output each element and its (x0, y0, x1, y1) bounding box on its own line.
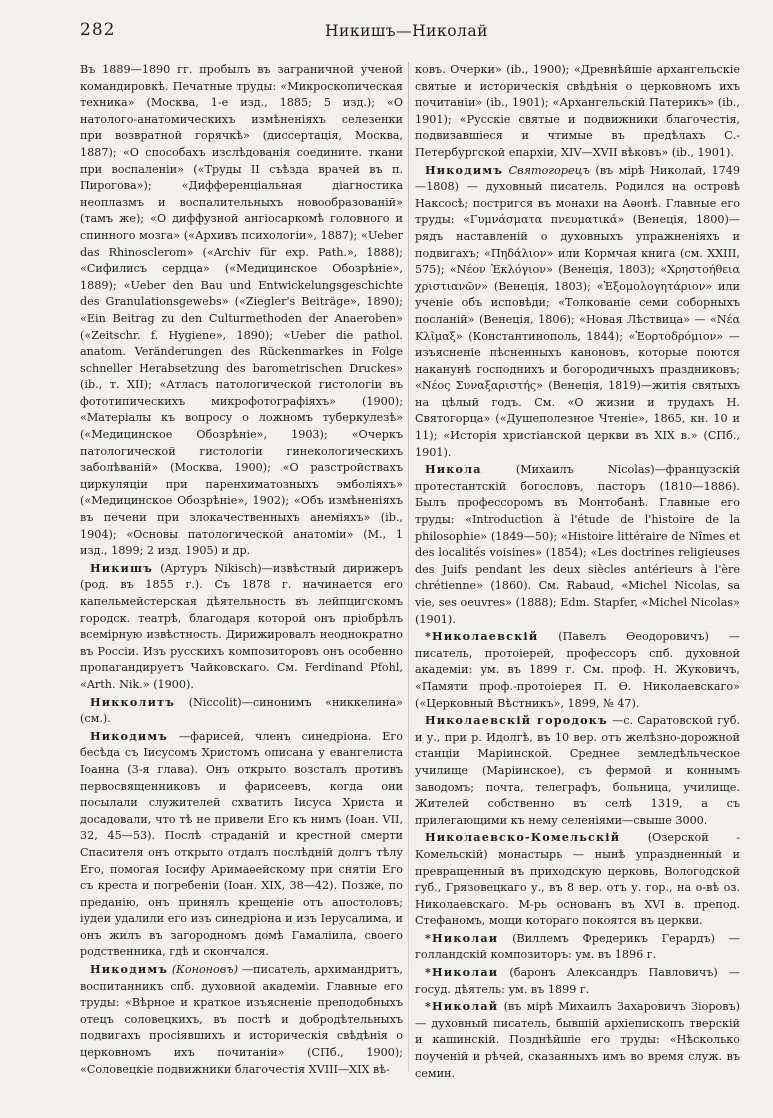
entry-headword: Никола (425, 462, 482, 477)
entry-text: ковъ. Очерки» (ib., 1900); «Древнѣйшіе архангельскіе святые и историческія свѣдѣнія о церковномъ ихъ почитаніи» (ib., 1901); «Архангельскій Патерикъ» (ib., 1901); «Русскіе святые и подвижники благочестія, подвизавшіеся и чтимые въ предѣлахъ С.-Петербургской епархіи, XIV—XVII вѣковъ» (ib., 1901). (415, 63, 740, 159)
entry-alt-name: (Кононовъ) (171, 963, 239, 977)
entry-text: —фарисей, членъ синедріона. Его бесѣда съ Іисусомъ Христомъ описана у евангелиста Іоанна (3-я глава). Онъ открыто возсталъ противъ первосвященниковъ и фарисеевъ, когда они посылали служителей схватить Іисуса Христа и досадовали, что тѣ не привели Его къ нимъ (Іоан. VII, 32, 45—53). Послѣ страданій и крестной смерти Спасителя онъ открыто отдалъ послѣдній долгъ тѣлу Его, помогая Іосифу Аримаѳейскому при снятіи Его съ креста и погребеніи (Іоан. XIX, 38—42). Позже, по преданію, онъ принялъ крещеніе отъ апостоловъ; іудеи удалили его изъ синедріона и изъ Іерусалима, и онъ жилъ въ загородномъ домѣ Гамаліила, своего родственника, гдѣ и скончался. (80, 729, 403, 959)
entry-paragraph (415, 162, 740, 462)
entry-headword: Никишъ (90, 560, 154, 575)
entry-text: (въ мірѣ Николай, 1749—1808) — духовный писатель. Родился на островѣ Наксосѣ; постригся въ монахи на Аѳонѣ. Главные его труды: «Γυμνάσματα πνευματικά» (Венеція, 1800)—рядъ наставленій о духовныхъ упражненіяхъ и подвигахъ; «Πηδάλιον» или Кормчая книга (см. XXIII, 575); «Νέον Ἐκλόγιον» (Венеція, 1803); «Χρηστοήθεια χριστιανῶν» (Венеція, 1803); «Ἐξομολογητάριον» или ученіе объ исповѣди; «Толкованіе семи соборныхъ посланій» (Венеція, 1806); «Новая Лѣствица» — «Νέα Κλῖμαξ» (Константинополь, 1844); «Ἑορτοδρόμιον» — изъясненіе пѣсненныхъ каноновъ, которые поются наканунѣ господнихъ и богородичныхъ праздниковъ; «Νέος Συναξαριστής» (Венеція, 1819)—житія святыхъ на цѣлый годъ. См. «О жизни и трудахъ Н. Святогорца» («Душеполезное Чтеніе», 1865, кн. 10 и 11); «Исторія христіанской церкви въ XIX в.» (СПб., 1901). (415, 163, 740, 459)
dictionary-entry (80, 62, 403, 560)
entry-text: —с. Саратовской губ. и у., при р. Идолгѣ, въ 10 вер. отъ желѣзно-дорожной станціи Маріинской. Среднее земледѣльческое училище (Маріинское), съ фермой и коннымъ заводомъ; почта, телеграфъ, больница, училище. Жителей собственно въ селѣ 1319, а съ прилегающими къ нему селеніями—свыше 3000. (415, 714, 740, 827)
entry-headword: *Николаевскій (425, 629, 539, 644)
entry-text: (въ мірѣ Михаилъ Захаровичъ Зiоровъ) — духовный писатель, бывшій архіепископъ тверскій и кашинскій. Позднѣйшіе его труды: «Нѣсколько поученій и рѣчей, сказанныхъ имъ во время служ. въ семин. (415, 1000, 740, 1080)
dictionary-entry (80, 560, 403, 694)
dictionary-entry (415, 829, 740, 930)
entry-paragraph (415, 930, 740, 964)
entry-headword: Никодимъ (90, 728, 169, 743)
left-column (80, 62, 403, 1102)
entry-paragraph (415, 461, 740, 628)
entry-text: —писатель, архимандритъ, воспитанникъ спб. духовной академіи. Главные его труды: «Вѣрное и краткое изъясненіе преподобныхъ отецъ соловецкихъ, въ постѣ и добродѣтельныхъ подвигахъ просіявшихъ и историческія свѣдѣнія о церковномъ ихъ почитаніи» (СПб., 1900); «Соловецкіе подвижники благочестія XVIII—XIX вѣ- (80, 963, 403, 1076)
dictionary-entry (415, 930, 740, 964)
entry-paragraph (415, 829, 740, 930)
entry-paragraph (415, 712, 740, 829)
entry-paragraph (80, 728, 403, 961)
dictionary-entry (415, 162, 740, 462)
column-divider (408, 62, 409, 1072)
entry-paragraph (80, 62, 403, 560)
entry-paragraph (80, 560, 403, 694)
entry-text: (Михаилъ Nicolas)—французскій протестантскій богословъ, пасторъ (1810—1886). Былъ профессоромъ въ Монтобанѣ. Главные его труды: «Introduction à l'étude de l'histoire de la philosophie» (1849—50); «Histoire littéraire de Nîmes et des localités voisines» (1854); «Les doctrines religieuses des Juifs pendant les deux siècles antérieurs à l'ère chrétienne» (1860). См. Rabaud, «Michel Nicolas, sa vie, ses oeuvres» (1888); Edm. Stapfer, «Michel Nicolas» (1901). (415, 463, 740, 626)
entry-headword: Никколитъ (90, 694, 175, 709)
dictionary-entry (415, 964, 740, 998)
entry-headword: *Николаи (425, 965, 499, 980)
entry-text: (Niccolit)—синонимъ «никкелина» (см.). (80, 695, 403, 726)
running-head: Никишъ—Николай (325, 22, 488, 40)
dictionary-entry (415, 998, 740, 1082)
entry-headword: Николаевскій городокъ (425, 713, 608, 728)
entry-headword: *Николаи (425, 930, 499, 945)
entry-text: Въ 1889—1890 гг. пробылъ въ заграничной ученой командировкѣ. Печатные труды: «Микроскопическая техника» (Москва, 1-е изд., 1885; 5 изд.); «О натолого-анатомическихъ измѣненіяхъ селезенки при возвратной горячкѣ» (диссертація, Москва, 1887); «О способахъ изслѣдованія соедините. ткани при воспаленіи» («Труды II съѣзда врачей въ п. Пирогова»); «Дифференціальная діагностика неоплазмъ и воспалительныхъ новообразованій» (тамъ же); «О диффузной ангіосаркомѣ головного и спинного мозга» («Архивъ психологіи», 1887); «Ueber das Rhinosclerom» («Archiv für exp. Path.», 1888); «Сифилисъ сердца» («Медицинское Обозрѣніе», 1889); «Ueber den Bau und Entwickelungsgeschichte des Granulationsgewebs» («Ziegler's Beiträge», 1890); «Ein Beitrag zu den Culturmethoden der Anaeroben» («Zeitschr. f. Hygiene», 1890); «Ueber die pathol. anatom. Veränderungen des Rückenmarkes in Folge schneller Herabsetzung des barometrischen Druckes» (ib., т. XII); «Атласъ патологической гистологіи въ фототипическихъ микрофотографіяхъ» (1900); «Матеріалы къ вопросу о ложномъ туберкулезѣ» («Медицинское Обозрѣніе», 1903); «Очеркъ патологической гистологіи гинекологическихъ заболѣваній» (Москва, 1900); «О разстройствахъ циркуляціи при паренхиматозныхъ эмболіяхъ» («Медицинское Обозрѣніе», 1902); «Объ измѣненіяхъ въ печени при злокачественныхъ анеміяхъ» (ib., 1904); «Основы патологической анатоміи» (М., 1 изд., 1899; 2 изд. 1905) и др. (80, 63, 403, 558)
entry-paragraph (415, 62, 740, 162)
dictionary-entry (80, 694, 403, 728)
entry-paragraph (80, 694, 403, 728)
dictionary-entry (415, 712, 740, 829)
entry-text: (Павелъ Ѳеодоровичъ) — писатель, протоіерей, профессоръ спб. духовной академіи: ум. въ 1899 г. См. проф. Н. Жуковичъ, «Памяти проф.-протоіерея П. Ѳ. Николаевскаго» («Церковный Вѣстникъ», 1899, № 47). (415, 630, 740, 710)
entry-headword: *Николай (425, 999, 499, 1014)
page-number: 282 (80, 20, 116, 40)
dictionary-entry (415, 62, 740, 162)
entry-text: (Озерской - Комельскій) монастырь — нынѣ упраздненный и превращенный въ приходскую церковь, Вологодской губ., Грязовецкаго у., въ 8 вер. отъ у. гор., на о-вѣ оз. Николаевскаго. М-рь основанъ въ XVI в. препод. Стефаномъ, мощи котораго покоятся въ церкви. (415, 831, 740, 928)
entry-headword: Николаевско-Комельскій (425, 830, 621, 845)
entry-text: (баронъ Александръ Павловичъ) — госуд. дѣятель: ум. въ 1899 г. (415, 966, 740, 996)
dictionary-entry (415, 628, 740, 712)
entry-paragraph (415, 998, 740, 1082)
entry-headword: Никодимъ (425, 162, 504, 177)
entry-text: (Виллемъ Фредерикъ Герардъ) — голландскій композиторъ: ум. въ 1896 г. (415, 931, 740, 962)
entry-paragraph (415, 964, 740, 998)
entry-paragraph (415, 628, 740, 712)
entry-paragraph (80, 961, 403, 1078)
dictionary-entry (80, 961, 403, 1078)
entry-headword: Никодимъ (90, 962, 169, 977)
dictionary-entry (415, 461, 740, 628)
dictionary-entry (80, 728, 403, 961)
right-column (415, 62, 740, 1102)
entry-alt-name: Святогорецъ (508, 163, 590, 177)
entry-text: (Артуръ Nikisch)—извѣстный дирижеръ (род. въ 1855 г.). Съ 1878 г. начинается его капельмейстерская дѣятельность въ лейпцигскомъ городск. театрѣ, благодаря которой онъ пріобрѣлъ всемірную извѣстность. Дирижировалъ неоднократно въ Россіи. Изъ русскихъ композиторовъ онъ особенно пропагандируетъ Чайковскаго. См. Ferdinand Pfohl, «Arth. Nik.» (1900). (80, 561, 403, 691)
